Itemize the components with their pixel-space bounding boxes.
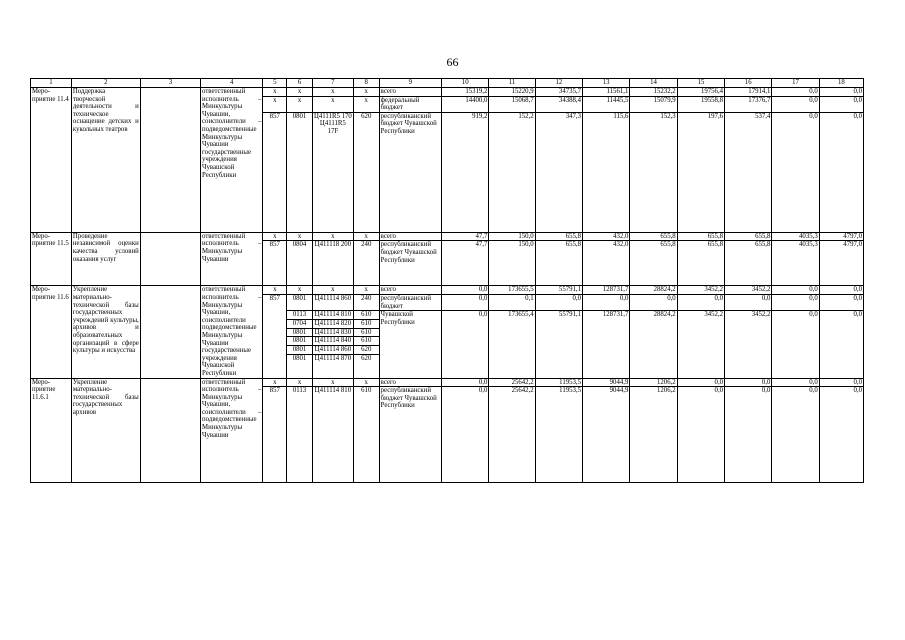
col-header: 17: [772, 79, 819, 88]
event-code: Меро-приятие 11.6: [31, 286, 72, 378]
value-cell: 655,8: [677, 232, 724, 241]
value-cell: 11953,5: [535, 387, 582, 483]
value-cell: 0,0: [819, 387, 863, 483]
rz-cell: 0801: [287, 112, 313, 232]
value-cell: 17376,7: [725, 96, 772, 112]
value-cell: 3452,2: [677, 311, 724, 378]
rz-cell: x: [287, 378, 313, 387]
value-cell: 537,4: [725, 112, 772, 232]
value-cell: 0,0: [442, 286, 489, 295]
csr-cell: Ц411114 860: [312, 294, 353, 310]
col-header: 7: [312, 79, 353, 88]
value-cell: 4035,3: [772, 232, 819, 241]
value-cell: 28824,2: [630, 286, 677, 295]
value-cell: 0,1: [489, 294, 535, 310]
header-row: [31, 79, 864, 88]
value-cell: 15068,7: [489, 96, 535, 112]
grbs-cell: 857: [263, 112, 287, 232]
value-cell: 28824,2: [630, 311, 677, 378]
value-cell: 655,8: [725, 232, 772, 241]
csr-cell: x: [312, 232, 353, 241]
value-cell: 173655,4: [489, 311, 535, 378]
col-header: 3: [140, 79, 200, 88]
col-header: 4: [201, 79, 263, 88]
vr-cell: x: [353, 286, 379, 295]
value-cell: 1206,2: [630, 387, 677, 483]
value-cell: 15079,9: [630, 96, 677, 112]
source-cell: Чувашской Республики: [379, 311, 441, 378]
value-cell: 9044,9: [583, 378, 630, 387]
col-header: 16: [725, 79, 772, 88]
value-cell: 655,8: [535, 241, 582, 286]
rz-cell: 0801: [287, 328, 313, 337]
event-code: Меро-приятие 11.6.1: [31, 378, 72, 483]
value-cell: 0,0: [819, 88, 863, 97]
value-cell: 0,0: [677, 378, 724, 387]
empty-cell: [140, 232, 200, 286]
source-cell: всего: [379, 286, 441, 295]
value-cell: 25642,2: [489, 387, 535, 483]
value-cell: 0,0: [442, 378, 489, 387]
vr-cell: 620: [353, 354, 379, 378]
col-header: 11: [489, 79, 535, 88]
value-cell: 0,0: [772, 378, 819, 387]
event-name: Поддержка творческой деятельности и техническое оснащение детских и кукольных театров: [71, 88, 140, 233]
value-cell: 655,8: [677, 241, 724, 286]
col-header: 13: [583, 79, 630, 88]
col-header: 1: [31, 79, 72, 88]
value-cell: 11953,5: [535, 378, 582, 387]
value-cell: 347,3: [535, 112, 582, 232]
table-row: [31, 286, 864, 295]
grbs-cell: x: [263, 88, 287, 97]
csr-cell: Ц411114 820: [312, 320, 353, 329]
rz-cell: 0704: [287, 320, 313, 329]
vr-cell: 240: [353, 241, 379, 286]
vr-cell: x: [353, 88, 379, 97]
rz-cell: 0804: [287, 241, 313, 286]
vr-cell: 610: [353, 337, 379, 346]
col-header: 15: [677, 79, 724, 88]
value-cell: 0,0: [725, 387, 772, 483]
source-cell: республиканский бюджет: [379, 294, 441, 310]
event-name: Укрепление материально-технической базы государственных учреждений культуры, архивов и образовательных организаций в сфере культуры и искусства: [71, 286, 140, 378]
value-cell: 0,0: [772, 88, 819, 97]
value-cell: 0,0: [819, 112, 863, 232]
empty-cell: [140, 88, 200, 233]
value-cell: 4797,0: [819, 232, 863, 241]
csr-cell: x: [312, 96, 353, 112]
grbs-cell: 857: [263, 294, 287, 378]
value-cell: 0,0: [442, 294, 489, 310]
value-cell: 34388,4: [535, 96, 582, 112]
value-cell: 1206,2: [630, 378, 677, 387]
value-cell: 115,6: [583, 112, 630, 232]
csr-cell: Ц411114 810: [312, 311, 353, 320]
value-cell: 47,7: [442, 241, 489, 286]
rz-cell: x: [287, 96, 313, 112]
value-cell: 0,0: [772, 96, 819, 112]
value-cell: 655,8: [630, 241, 677, 286]
csr-cell: Ц411118 200: [312, 241, 353, 286]
value-cell: 655,8: [725, 241, 772, 286]
vr-cell: 620: [353, 345, 379, 354]
value-cell: 15220,9: [489, 88, 535, 97]
csr-cell: Ц411114 810: [312, 387, 353, 483]
grbs-cell: x: [263, 286, 287, 295]
event-name: Проведение независимой оценки качества условий оказания услуг: [71, 232, 140, 286]
value-cell: 14400,0: [442, 96, 489, 112]
executor: ответственный исполнитель – Минкультуры Чувашии, соисполнители подведомственные Минкультуры Чувашии государственные учреждения Чувашской Республики: [202, 286, 262, 377]
event-name: Укрепление материально-технической базы государственных архивов: [71, 378, 140, 483]
csr-cell: Ц411114 870: [312, 354, 353, 378]
event-code: Меро-приятие 11.4: [31, 88, 72, 233]
grbs-cell: x: [263, 96, 287, 112]
value-cell: 0,0: [725, 294, 772, 310]
rz-cell: x: [287, 232, 313, 241]
value-cell: 655,8: [535, 232, 582, 241]
value-cell: 4797,0: [819, 241, 863, 286]
csr-cell: x: [312, 286, 353, 295]
executor: ответственный исполнитель – Минкультуры Чувашии, соисполнители – подведомственные Минкультуры Чувашии государственные учреждения Чувашской Республики: [201, 88, 263, 233]
page-number: 66: [446, 55, 459, 69]
col-header: 6: [287, 79, 313, 88]
event-code: Меро-приятие 11.5: [31, 232, 72, 286]
value-cell: 19756,4: [677, 88, 724, 97]
empty-cell: [140, 378, 200, 483]
source-cell: всего: [379, 88, 441, 97]
value-cell: 3452,2: [725, 311, 772, 378]
col-header: 8: [353, 79, 379, 88]
value-cell: 0,0: [819, 96, 863, 112]
value-cell: 0,0: [677, 387, 724, 483]
value-cell: 0,0: [819, 378, 863, 387]
value-cell: 0,0: [772, 311, 819, 378]
value-cell: 0,0: [677, 294, 724, 310]
value-cell: 25642,2: [489, 378, 535, 387]
value-cell: 0,0: [819, 311, 863, 378]
csr-cell: x: [312, 378, 353, 387]
value-cell: 128731,7: [583, 311, 630, 378]
value-cell: 0,0: [819, 286, 863, 295]
vr-cell: 610: [353, 320, 379, 329]
rz-cell: 0113: [287, 311, 313, 320]
value-cell: 9044,9: [583, 387, 630, 483]
vr-cell: x: [353, 232, 379, 241]
col-header: 10: [442, 79, 489, 88]
value-cell: 34735,7: [535, 88, 582, 97]
value-cell: 197,6: [677, 112, 724, 232]
table-row: [31, 88, 864, 97]
value-cell: 152,3: [630, 112, 677, 232]
rz-cell: 0113: [287, 387, 313, 483]
value-cell: 0,0: [772, 112, 819, 232]
rz-cell: 0801: [287, 294, 313, 310]
table-row: [31, 378, 864, 387]
value-cell: 19558,8: [677, 96, 724, 112]
vr-cell: x: [353, 96, 379, 112]
value-cell: 0,0: [725, 378, 772, 387]
value-cell: 152,2: [489, 112, 535, 232]
grbs-cell: 857: [263, 241, 287, 286]
rz-cell: 0801: [287, 354, 313, 378]
grbs-cell: x: [263, 232, 287, 241]
value-cell: 15232,2: [630, 88, 677, 97]
rz-cell: 0801: [287, 337, 313, 346]
value-cell: 432,0: [583, 232, 630, 241]
value-cell: 47,7: [442, 232, 489, 241]
value-cell: 4035,3: [772, 241, 819, 286]
value-cell: 150,0: [489, 232, 535, 241]
value-cell: 0,0: [442, 311, 489, 378]
table-row: [31, 232, 864, 241]
value-cell: 128731,7: [583, 286, 630, 295]
empty-cell: [140, 286, 200, 378]
value-cell: 3452,2: [725, 286, 772, 295]
col-header: 12: [535, 79, 582, 88]
vr-cell: 610: [353, 328, 379, 337]
value-cell: 11561,1: [583, 88, 630, 97]
source-cell: всего: [379, 378, 441, 387]
value-cell: 655,8: [630, 232, 677, 241]
value-cell: 17914,1: [725, 88, 772, 97]
vr-cell: 240: [353, 294, 379, 310]
grbs-cell: 857: [263, 387, 287, 483]
value-cell: 0,0: [819, 294, 863, 310]
source-cell: республиканский бюджет Чувашской Республики: [379, 241, 441, 286]
col-header: 9: [379, 79, 441, 88]
rz-cell: x: [287, 88, 313, 97]
budget-table: [30, 78, 864, 483]
value-cell: 0,0: [772, 286, 819, 295]
vr-cell: x: [353, 378, 379, 387]
value-cell: 55791,1: [535, 311, 582, 378]
csr-cell: Ц411114 860: [312, 345, 353, 354]
value-cell: 432,0: [583, 241, 630, 286]
value-cell: 11445,5: [583, 96, 630, 112]
source-cell: республиканский бюджет Чувашской Республики: [379, 112, 441, 232]
value-cell: 0,0: [442, 387, 489, 483]
source-cell: федеральный бюджет: [379, 96, 441, 112]
col-header: 18: [819, 79, 863, 88]
value-cell: 55791,1: [535, 286, 582, 295]
executor: ответственный исполнитель – Минкультуры Чувашии: [201, 232, 263, 286]
source-cell: республиканский бюджет Чувашской Республики: [379, 387, 441, 483]
vr-cell: 610: [353, 311, 379, 320]
value-cell: 0,0: [630, 294, 677, 310]
executor: ответственный исполнитель – Минкультуры Чувашии, соисполнители – подведомственные Минкультуры Чувашии: [201, 378, 263, 483]
csr-cell: Ц4111R5 170 Ц4111R5 17F: [312, 112, 353, 232]
rz-cell: x: [287, 286, 313, 295]
grbs-cell: x: [263, 378, 287, 387]
csr-cell: Ц411114 830: [312, 328, 353, 337]
value-cell: 3452,2: [677, 286, 724, 295]
col-header: 14: [630, 79, 677, 88]
rz-cell: 0801: [287, 345, 313, 354]
csr-cell: Ц411114 840: [312, 337, 353, 346]
value-cell: 150,0: [489, 241, 535, 286]
col-header: 5: [263, 79, 287, 88]
value-cell: 0,0: [772, 387, 819, 483]
value-cell: 0,0: [772, 294, 819, 310]
vr-cell: 620: [353, 112, 379, 232]
col-header: 2: [71, 79, 140, 88]
value-cell: 0,0: [583, 294, 630, 310]
value-cell: 173655,5: [489, 286, 535, 295]
value-cell: 919,2: [442, 112, 489, 232]
value-cell: 0,0: [535, 294, 582, 310]
csr-cell: x: [312, 88, 353, 97]
source-cell: всего: [379, 232, 441, 241]
value-cell: 15319,2: [442, 88, 489, 97]
vr-cell: 610: [353, 387, 379, 483]
